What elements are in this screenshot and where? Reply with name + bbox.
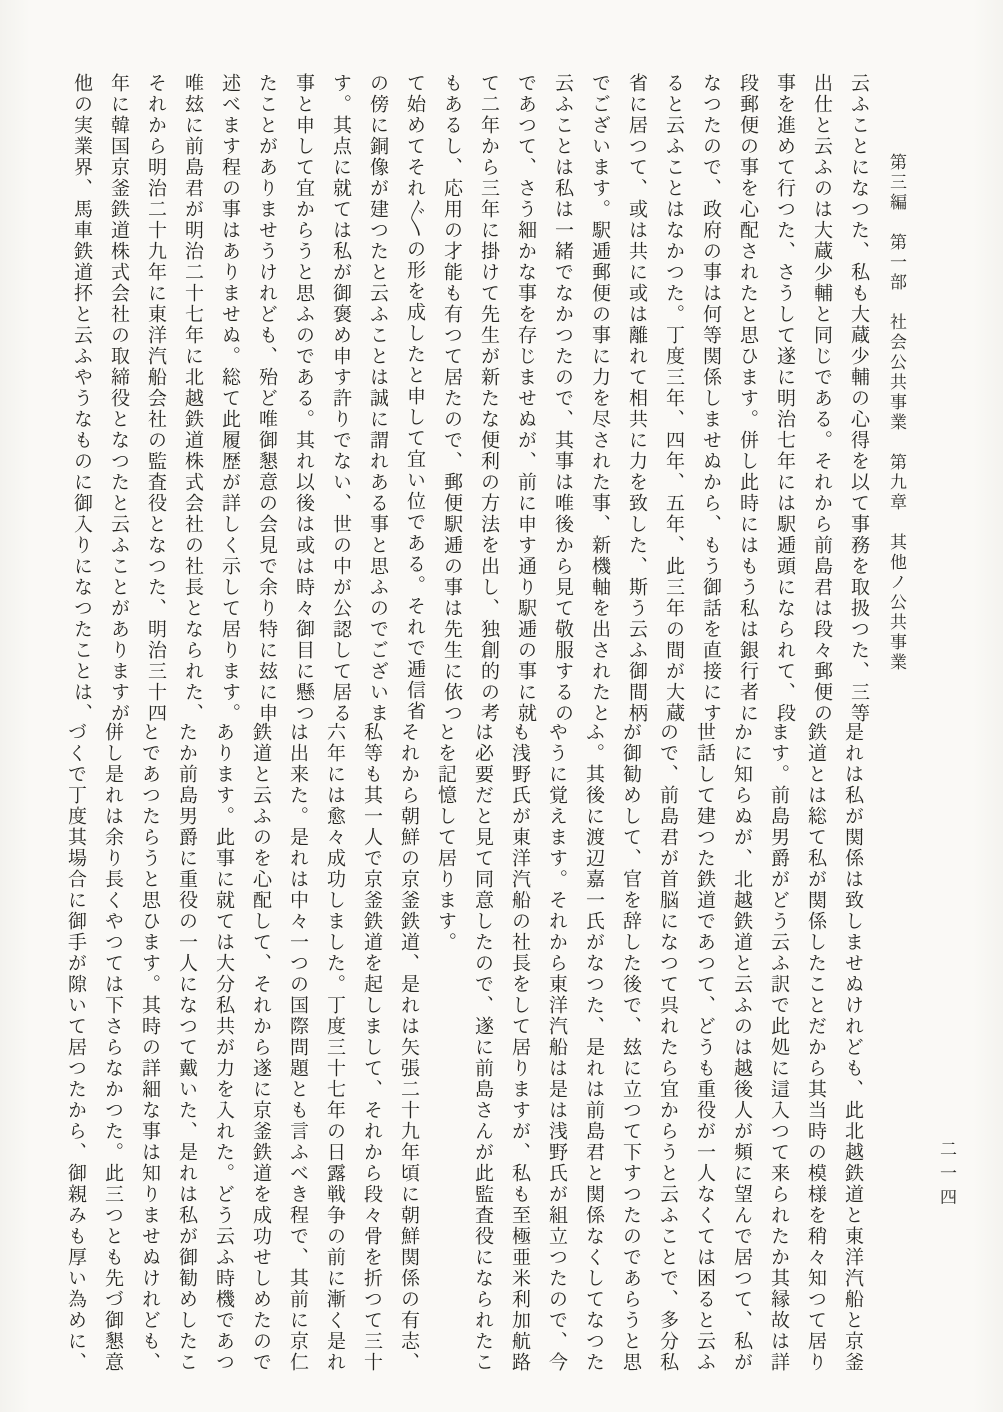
text-column: 鉄道とは総て私が関係したことだから其当時の模様を稍々知つて居り bbox=[805, 722, 827, 1373]
text-column: 述べます程の事はありませぬ。総て此履歴が詳しく示して居ります。 bbox=[219, 73, 241, 724]
text-column: とを記憶して居ります。 bbox=[435, 722, 457, 953]
text-column: かに知らぬが、北越鉄道と云ふのは越後人が頻に望んで居つて、私が bbox=[731, 722, 753, 1373]
text-column: ので、前島君が首脳になつて呉れたら宜からうと云ふことで、多分私 bbox=[657, 722, 679, 1373]
page-number: 二一四 bbox=[936, 1140, 956, 1212]
text-block-bottom bbox=[57, 722, 871, 1394]
text-block-top bbox=[63, 73, 877, 724]
running-header: 第三編 第一部 社会公共事業 第九章 其他ノ公共事業 bbox=[886, 153, 906, 673]
text-column: 鉄道と云ふのを心配して、それから遂に京釜鉄道を成功せしめたので bbox=[250, 722, 272, 1373]
text-column: それから明治二十九年に東洋汽船会社の監査役となつた、明治三十四 bbox=[145, 73, 167, 724]
text-column: なつたので、政府の事は何等関係しませぬから、もう御話を直接にす bbox=[700, 73, 722, 724]
text-column: ふ。其後に渡辺嘉一氏がなつた、是れは前島君と関係なくしてなつた bbox=[583, 722, 605, 1373]
text-column: それから朝鮮の京釜鉄道、是れは矢張二十九年頃に朝鮮関係の有志、 bbox=[398, 722, 420, 1373]
text-column: たか前島男爵に重役の一人になつて戴いた、是れは私が御勧めしたこ bbox=[176, 722, 198, 1373]
text-column: て始めてそれ〴〵の形を成したと申して宜い位である。それで逓信省 bbox=[404, 73, 426, 722]
text-column: 出仕と云ふのは大蔵少輔と同じである。それから前島君は段々郵便の bbox=[811, 73, 833, 724]
text-column: 世話して建つた鉄道であつて、どうも重役が一人なくては困ると云ふ bbox=[694, 722, 716, 1373]
text-column: 云ふことは私は一緒でなかつたので、其事は唯後から見て敬服するの bbox=[552, 73, 574, 724]
text-column: であつて、さう細かな事を存じませぬが、前に申す通り駅逓の事に就 bbox=[515, 73, 537, 724]
text-column: たことがありませうけれども、殆ど唯御懇意の会見で余り特に玆に申 bbox=[256, 73, 278, 724]
text-column: 是れは私が関係は致しませぬけれども、此北越鉄道と東洋汽船と京釜 bbox=[842, 722, 864, 1373]
text-column: 事と申して宜からうと思ふのである。其れ以後は或は時々御目に懸つ bbox=[293, 73, 315, 724]
text-column: やうに覚えます。それから東洋汽船は是は浅野氏が組立つたので、今 bbox=[546, 722, 568, 1373]
text-column: とであつたらうと思ひます。其時の詳細な事は知りませぬけれども、 bbox=[139, 722, 161, 1373]
text-column: でございます。駅逓郵便の事に力を尽された事、新機軸を出されたと bbox=[589, 73, 611, 724]
text-column: 六年には愈々成功しました。丁度三十七年の日露戦争の前に漸く是れ bbox=[324, 722, 346, 1373]
text-column: ると云ふことはなかつた。丁度三年、四年、五年、此三年の間が大蔵 bbox=[663, 73, 685, 724]
text-column: が御勧めして、官を辞した後で、玆に立つて下すつたのであらうと思 bbox=[620, 722, 642, 1373]
text-column: て二年から三年に掛けて先生が新たな便利の方法を出し、独創的の考 bbox=[478, 73, 500, 724]
text-column: 云ふことになつた、私も大蔵少輔の心得を以て事務を取扱つた、三等 bbox=[848, 73, 870, 724]
text-column: 併し是れは余り長くやつては下さらなかつた。此三つとも先づ御懇意 bbox=[102, 722, 124, 1373]
text-column: 省に居つて、或は共に或は離れて相共に力を致した、斯う云ふ御間柄 bbox=[626, 73, 648, 724]
text-column: 事を進めて行つた、さうして遂に明治七年には駅逓頭になられて、段 bbox=[774, 73, 796, 724]
text-column: あります。此事に就ては大分私共が力を入れた。どう云ふ時機であつ bbox=[213, 722, 235, 1373]
text-column: の傍に銅像が建つたと云ふことは誠に謂れある事と思ふのでございま bbox=[367, 73, 389, 724]
text-column: は必要だと見て同意したので、遂に前島さんが此監査役になられたこ bbox=[472, 722, 494, 1373]
text-column: もあるし、応用の才能も有つて居たので、郵便駅逓の事は先生に依つ bbox=[441, 73, 463, 724]
text-column: 唯玆に前島君が明治二十七年に北越鉄道株式会社の社長となられた、 bbox=[182, 73, 204, 724]
text-column: づくで丁度其場合に御手が隙いて居つたから、御親みも厚い為めに、 bbox=[65, 722, 87, 1373]
text-column: も浅野氏が東洋汽船の社長をして居りますが、私も至極亜米利加航路 bbox=[509, 722, 531, 1373]
text-column: ます。前島男爵がどう云ふ訳で此処に這入つて来られたか其縁故は詳 bbox=[768, 722, 790, 1373]
text-column: 段郵便の事を心配されたと思ひます。併し此時にはもう私は銀行者に bbox=[737, 73, 759, 724]
text-column: は出来た。是れは中々一つの国際問題とも言ふべき程で、其前に京仁 bbox=[287, 722, 309, 1373]
text-column: 他の実業界、馬車鉄道抔と云ふやうなものに御入りになつたことは、 bbox=[71, 73, 93, 724]
text-column: 私等も其一人で京釜鉄道を起しまして、それから段々骨を折つて三十 bbox=[361, 722, 383, 1373]
text-column: す。其点に就ては私が御褒め申す許りでない、世の中が公認して居る bbox=[330, 73, 352, 724]
text-column: 年に韓国京釜鉄道株式会社の取締役となつたと云ふことがありますが bbox=[108, 73, 130, 724]
